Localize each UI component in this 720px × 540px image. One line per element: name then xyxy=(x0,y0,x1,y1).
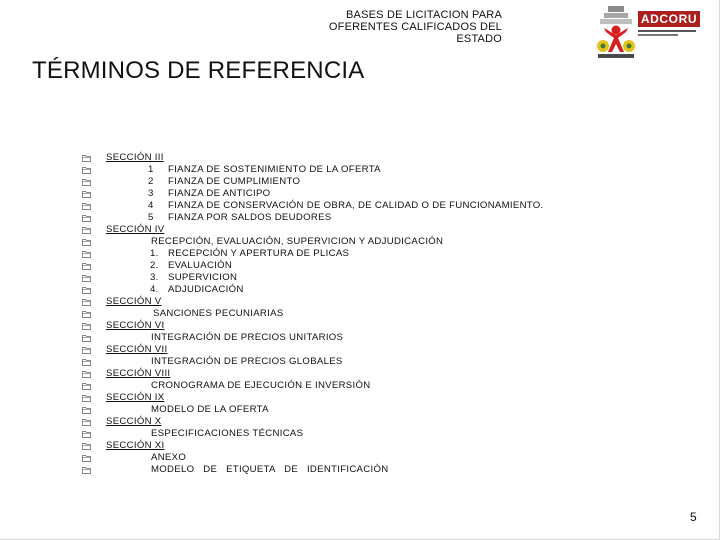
adcoru-logo-icon xyxy=(594,4,638,62)
list-item xyxy=(106,176,666,188)
folder-bullet-icon xyxy=(76,440,96,452)
item-number: 3. xyxy=(150,272,159,283)
folder-bullet-icon xyxy=(76,320,96,332)
bullet-column xyxy=(76,152,96,476)
item-text: EVALUACIÓN xyxy=(168,260,233,271)
folder-bullet-icon xyxy=(76,200,96,212)
list-item xyxy=(106,320,666,332)
list-item xyxy=(106,332,666,344)
item-number: 4 xyxy=(148,200,154,211)
page-number: 5 xyxy=(690,510,697,524)
list-item xyxy=(106,344,666,356)
folder-bullet-icon xyxy=(76,236,96,248)
item-number: 4. xyxy=(150,284,159,295)
folder-bullet-icon xyxy=(76,188,96,200)
folder-bullet-icon xyxy=(76,380,96,392)
folder-bullet-icon xyxy=(76,152,96,164)
item-text: ANEXO xyxy=(151,452,187,463)
list-item xyxy=(106,416,666,428)
item-text: FIANZA DE CUMPLIMIENTO xyxy=(168,176,301,187)
page-title: TÉRMINOS DE REFERENCIA xyxy=(32,57,365,84)
header-line-3: ESTADO xyxy=(456,33,502,45)
folder-bullet-icon xyxy=(76,392,96,404)
section-heading: SECCIÓN III xyxy=(106,152,164,163)
item-text: FIANZA DE CONSERVACIÓN DE OBRA, DE CALIDAD O DE FUNCIONAMIENTO. xyxy=(168,200,544,211)
list-item xyxy=(106,464,666,476)
list-item xyxy=(106,248,666,260)
item-text: ESPECIFICACIONES TÉCNICAS xyxy=(151,428,304,439)
list-item xyxy=(106,380,666,392)
list-item xyxy=(106,260,666,272)
list-item xyxy=(106,212,666,224)
folder-bullet-icon xyxy=(76,164,96,176)
list-item xyxy=(106,356,666,368)
item-text: MODELO DE LA OFERTA xyxy=(151,404,269,415)
list-item xyxy=(106,440,666,452)
folder-bullet-icon xyxy=(76,308,96,320)
list-item xyxy=(106,404,666,416)
item-text: FIANZA DE ANTICIPO xyxy=(168,188,271,199)
item-number: 2. xyxy=(150,260,159,271)
folder-bullet-icon xyxy=(76,176,96,188)
item-text: RECEPCIÓN, EVALUACIÓN, SUPERVICION Y ADJUDICACIÓN xyxy=(151,236,444,247)
list-item xyxy=(106,368,666,380)
folder-bullet-icon xyxy=(76,332,96,344)
logo-text: ADCORU xyxy=(638,11,700,27)
folder-bullet-icon xyxy=(76,464,96,476)
folder-bullet-icon xyxy=(76,296,96,308)
folder-bullet-icon xyxy=(76,344,96,356)
item-number: 1. xyxy=(150,248,159,259)
list-item xyxy=(106,236,666,248)
header-line-2: OFERENTES CALIFICADOS DEL xyxy=(328,21,502,33)
item-number: 3 xyxy=(148,188,154,199)
section-heading: SECCIÓN IX xyxy=(106,392,165,403)
section-heading: SECCIÓN VIII xyxy=(106,368,171,379)
item-text: FIANZA POR SALDOS DEUDORES xyxy=(168,212,332,223)
item-text: INTEGRACIÓN DE PRECIOS GLOBALES xyxy=(151,356,343,367)
folder-bullet-icon xyxy=(76,272,96,284)
item-text: CRONOGRAMA DE EJECUCIÓN E INVERSIÓN xyxy=(151,380,371,391)
list-item xyxy=(106,296,666,308)
list-item xyxy=(106,392,666,404)
list-item xyxy=(106,272,666,284)
folder-bullet-icon xyxy=(76,404,96,416)
folder-bullet-icon xyxy=(76,368,96,380)
item-text: ADJUDICACIÓN xyxy=(168,284,244,295)
section-heading: SECCIÓN IV xyxy=(106,224,165,235)
list-item xyxy=(106,152,666,164)
folder-bullet-icon xyxy=(76,224,96,236)
list-item xyxy=(106,284,666,296)
folder-bullet-icon xyxy=(76,248,96,260)
list-item xyxy=(106,428,666,440)
section-heading: SECCIÓN VI xyxy=(106,320,165,331)
folder-bullet-icon xyxy=(76,428,96,440)
folder-bullet-icon xyxy=(76,452,96,464)
section-heading: SECCIÓN V xyxy=(106,296,162,307)
section-heading: SECCIÓN X xyxy=(106,416,162,427)
folder-bullet-icon xyxy=(76,284,96,296)
logo-tagline-graphic xyxy=(638,29,700,39)
list-item xyxy=(106,452,666,464)
list-item xyxy=(106,188,666,200)
terms-list xyxy=(106,152,666,476)
item-number: 2 xyxy=(148,176,154,187)
item-number: 1 xyxy=(148,164,154,175)
item-text: MODELO DE ETIQUETA DE IDENTIFICACIÓN xyxy=(151,464,389,475)
item-text: SANCIONES PECUNIARIAS xyxy=(153,308,284,319)
folder-bullet-icon xyxy=(76,212,96,224)
list-item xyxy=(106,164,666,176)
folder-bullet-icon xyxy=(76,260,96,272)
item-text: RECEPCIÓN Y APERTURA DE PLICAS xyxy=(168,248,350,259)
document-header xyxy=(300,9,502,45)
item-text: SUPERVICION xyxy=(168,272,238,283)
folder-bullet-icon xyxy=(76,416,96,428)
item-text: INTEGRACIÓN DE PRECIOS UNITARIOS xyxy=(151,332,344,343)
list-item xyxy=(106,224,666,236)
item-number: 5 xyxy=(148,212,154,223)
item-text: FIANZA DE SOSTENIMIENTO DE LA OFERTA xyxy=(168,164,381,175)
section-heading: SECCIÓN XI xyxy=(106,440,165,451)
header-line-1: BASES DE LICITACION PARA xyxy=(346,9,502,21)
folder-bullet-icon xyxy=(76,356,96,368)
list-item xyxy=(106,308,666,320)
section-heading: SECCIÓN VII xyxy=(106,344,168,355)
list-item xyxy=(106,200,666,212)
adcoru-logo xyxy=(594,4,706,62)
